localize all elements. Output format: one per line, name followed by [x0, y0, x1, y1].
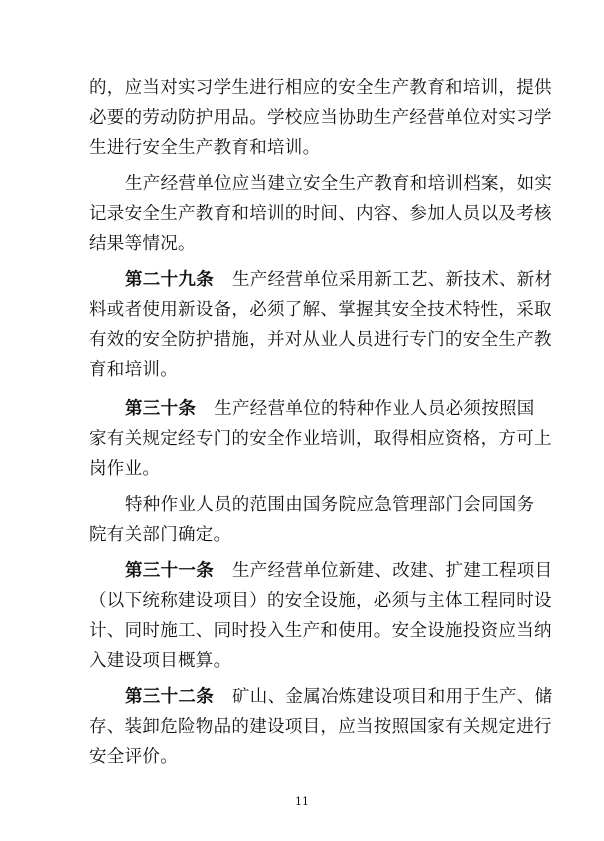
text-line: 的，应当对实习学生进行相应的安全生产教育和培训，提供 [89, 78, 552, 98]
text-line: 存、装卸危险物品的建设项目，应当按照国家有关规定进行 [89, 717, 552, 737]
text-line: 生产经营单位新建、改建、扩建工程项目 [232, 561, 553, 581]
article-31-heading: 第三十一条 [125, 561, 214, 581]
text-line: 结果等情况。 [89, 234, 196, 254]
text-line: 家有关规定经专门的安全作业培训，取得相应资格，方可上 [89, 429, 552, 449]
text-line: 矿山、金属冶炼建设项目和用于生产、储 [232, 687, 553, 707]
text-line: 必要的劳动防护用品。学校应当协助生产经营单位对实习学 [89, 108, 552, 128]
article-30-heading: 第三十条 [125, 399, 197, 419]
text-line: 特种作业人员的范围由国务院应急管理部门会同国务 [125, 495, 535, 515]
text-line: 院有关部门确定。 [89, 525, 232, 545]
article-32-heading: 第三十二条 [125, 687, 214, 707]
text-line: 生产经营单位的特种作业人员必须按照国 [214, 399, 535, 419]
text-line: 料或者使用新设备，必须了解、掌握其安全技术特性，采取 [89, 300, 552, 320]
text-line: 育和培训。 [89, 360, 178, 380]
text-line: 记录安全生产教育和培训的时间、内容、参加人员以及考核 [89, 204, 552, 224]
article-29-heading: 第二十九条 [125, 270, 214, 290]
text-line: 有效的安全防护措施，并对从业人员进行专门的安全生产教 [89, 330, 552, 350]
text-line: 计、同时施工、同时投入生产和使用。安全设施投资应当纳 [89, 621, 552, 641]
article-30-first-line [125, 399, 555, 419]
text-line: 生产经营单位采用新工艺、新技术、新材 [232, 270, 553, 290]
article-31-first-line [125, 561, 555, 581]
text-line: 入建设项目概算。 [89, 651, 232, 671]
text-line: 安全评价。 [89, 747, 178, 767]
article-32-first-line [125, 687, 555, 707]
text-line: 生产经营单位应当建立安全生产教育和培训档案，如实 [125, 174, 553, 194]
text-line: 岗作业。 [89, 459, 161, 479]
page-number: 11 [295, 795, 309, 808]
text-line: （以下统称建设项目）的安全设施，必须与主体工程同时设 [89, 591, 552, 611]
article-29-first-line [125, 270, 555, 290]
text-line: 生进行安全生产教育和培训。 [89, 138, 321, 158]
